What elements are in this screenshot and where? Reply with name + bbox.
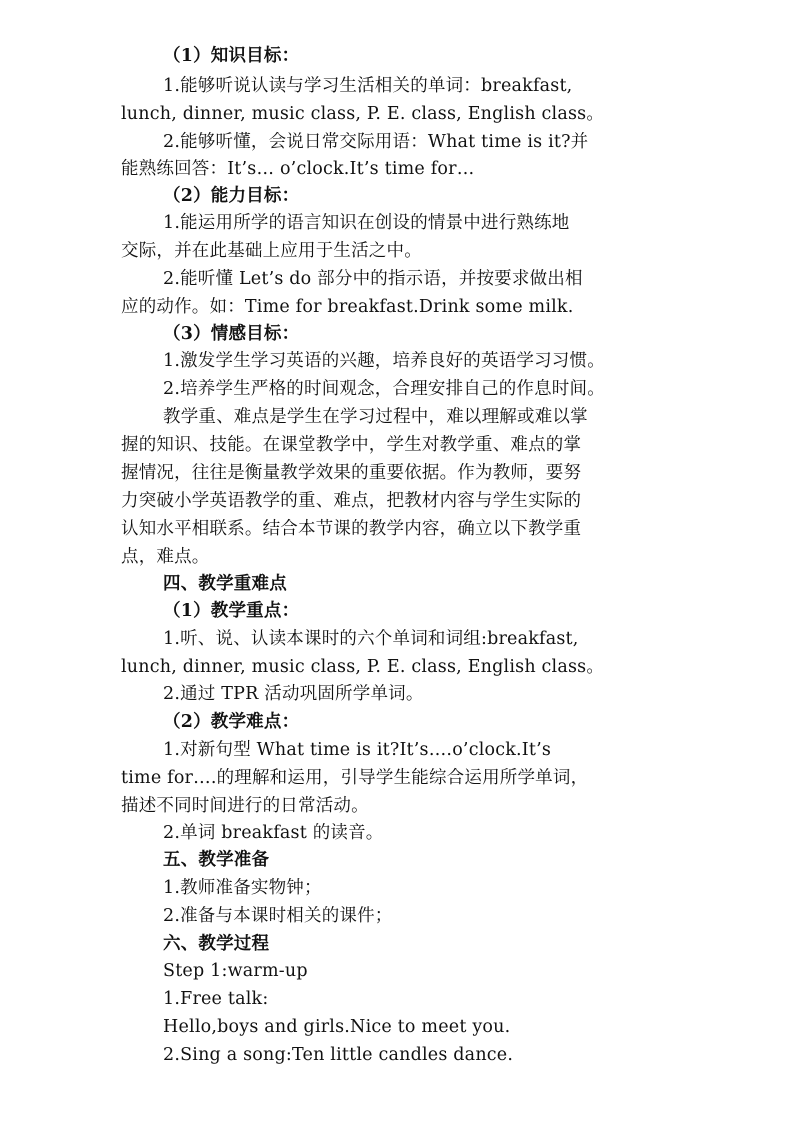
emotion-goal-2: 2.培养学生严格的时间观念，合理安排自己的作息时间。 <box>163 379 605 399</box>
section-6-heading: 六、教学过程 <box>163 934 270 954</box>
knowledge-goal-1-line2: lunch, dinner, music class, P. E. class, English class。 <box>121 104 605 124</box>
ability-goal-1-line2: 交际，并在此基础上应用于生活之中。 <box>121 241 422 261</box>
ability-goal-1-line1: 1.能运用所学的语言知识在创设的情景中进行熟练地 <box>163 213 570 233</box>
knowledge-goal-heading: （1）知识目标： <box>163 46 300 66</box>
paragraph-line-2: 握的知识、技能。在课堂教学中，学生对教学重、难点的掌 <box>121 435 582 455</box>
step-1-item-2: 2.Sing a song:Ten little candles dance. <box>163 1045 514 1065</box>
paragraph-line-6: 点，难点。 <box>121 547 210 567</box>
paragraph-line-3: 握情况，往往是衡量教学效果的重要依据。作为教师，要努 <box>121 463 582 483</box>
key-point-1-line1: 1.听、说、认读本课时的六个单词和词组:breakfast, <box>163 629 579 649</box>
prep-item-1: 1.教师准备实物钟； <box>163 878 322 898</box>
step-1-item-1-text: Hello,boys and girls.Nice to meet you. <box>163 1017 511 1037</box>
paragraph-line-1: 教学重、难点是学生在学习过程中，难以理解或难以掌 <box>163 407 588 427</box>
key-point-1-line2: lunch, dinner, music class, P. E. class, English class。 <box>121 657 605 677</box>
ability-goal-2-line2: 应的动作。如：Time for breakfast.Drink some milk. <box>121 297 574 317</box>
section-4-heading: 四、教学重难点 <box>163 574 287 594</box>
paragraph-line-4: 力突破小学英语教学的重、难点，把教材内容与学生实际的 <box>121 491 582 511</box>
difficult-point-1-line3: 描述不同时间进行的日常活动。 <box>121 796 369 816</box>
step-1-title: Step 1:warm-up <box>163 961 308 981</box>
ability-goal-heading: （2）能力目标： <box>163 186 300 206</box>
knowledge-goal-2-line2: 能熟练回答：It’s… o’clock.It’s time for… <box>121 159 475 179</box>
key-point-2: 2.通过 TPR 活动巩固所学单词。 <box>163 684 424 704</box>
difficult-point-1-line1: 1.对新句型 What time is it?It’s….o’clock.It’s <box>163 740 552 760</box>
emotion-goal-1: 1.激发学生学习英语的兴趣，培养良好的英语学习习惯。 <box>163 351 605 371</box>
emotion-goal-heading: （3）情感目标： <box>163 324 300 344</box>
ability-goal-2-line1: 2.能听懂 Let’s do 部分中的指示语，并按要求做出相 <box>163 269 583 289</box>
step-1-item-1: 1.Free talk: <box>163 989 269 1009</box>
knowledge-goal-2-line1: 2.能够听懂，会说日常交际用语：What time is it?并 <box>163 132 589 152</box>
paragraph-line-5: 认知水平相联系。结合本节课的教学内容，确立以下教学重 <box>121 519 582 539</box>
prep-item-2: 2.准备与本课时相关的课件； <box>163 906 393 926</box>
difficult-point-1-line2: time for….的理解和运用，引导学生能综合运用所学单词， <box>121 768 589 788</box>
section-5-heading: 五、教学准备 <box>163 850 270 870</box>
difficult-points-heading: （2）教学难点： <box>163 712 300 732</box>
knowledge-goal-1-line1: 1.能够听说认读与学习生活相关的单词：breakfast, <box>163 76 573 96</box>
key-points-heading: （1）教学重点： <box>163 601 300 621</box>
difficult-point-2: 2.单词 breakfast 的读音。 <box>163 823 384 843</box>
